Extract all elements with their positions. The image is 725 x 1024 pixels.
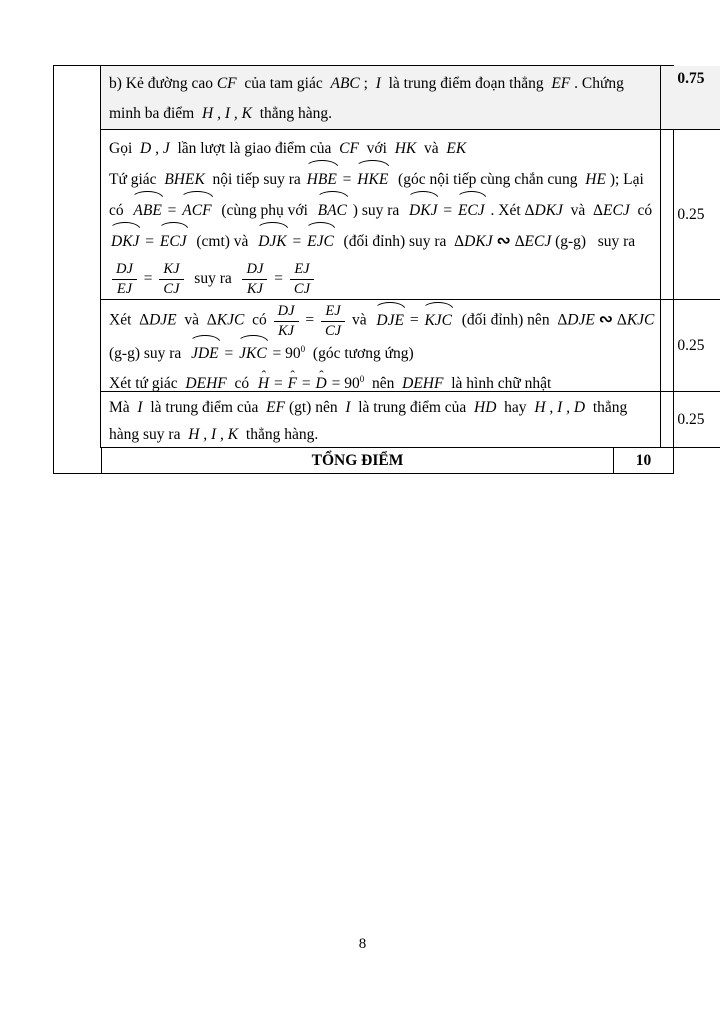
text-run: (cùng phụ với [213, 202, 316, 219]
angle-arc: ABE [131, 195, 163, 226]
text-run: (g-g) suy ra [109, 345, 190, 363]
text-run: nên [364, 375, 403, 393]
left-spacer-cell [54, 448, 102, 473]
math-italic: DJE [149, 311, 177, 329]
math-italic: H , I , D [534, 399, 586, 416]
math-italic: DEHF [185, 375, 227, 393]
math-italic: HK [394, 140, 417, 157]
text-run: suy ra [186, 270, 240, 287]
angle-arc: ECJ [158, 226, 189, 257]
text-line [109, 133, 654, 164]
fraction: $\frac{DJ}{EJ}$ [112, 261, 137, 297]
text-line [109, 164, 654, 195]
text-run: thẳng hàng. [251, 105, 333, 122]
math-italic: BHEK [164, 171, 205, 188]
fraction: $\frac{DJ}{KJ}$ [242, 261, 267, 297]
text-run: (góc nội tiếp cùng chắn cung [390, 171, 586, 188]
text-run: . Chứng [570, 75, 624, 92]
text-run: có [226, 375, 257, 393]
answer-cell [101, 130, 660, 299]
angle-arc: DKJ [407, 195, 439, 226]
angle-arc: DJE [374, 306, 406, 336]
text-run: = [298, 375, 315, 393]
math-italic: ECJ [524, 233, 552, 250]
score-cell: 0.25 [660, 130, 720, 299]
text-run: ; [359, 75, 376, 92]
text-run: = [163, 202, 181, 219]
fraction: $\frac{DJ}{KJ}$ [274, 303, 299, 339]
text-run: (cmt) và [188, 233, 257, 250]
math-italic: EF [551, 75, 571, 92]
math-italic: KJC [216, 311, 245, 329]
text-run: b) Kẻ đường cao [109, 75, 217, 92]
superscript: 0 [359, 374, 365, 385]
question-cell [101, 66, 660, 129]
text-run: lần lượt là giao điểm của [169, 140, 340, 157]
angle-hat: D ˆ [315, 369, 328, 399]
math-italic: I [137, 399, 143, 416]
text-run: Xét Δ [109, 311, 150, 329]
text-run: hàng suy ra [109, 426, 189, 443]
text-run: = [439, 202, 456, 219]
text-run: và Δ [176, 311, 217, 329]
math-italic: ABC [330, 75, 360, 92]
text-run: Mà [109, 399, 138, 416]
content-column [101, 66, 720, 448]
math-italic: CF [216, 75, 237, 92]
text-run: và [348, 311, 375, 329]
total-score-cell: 10 [613, 448, 673, 473]
text-line [109, 195, 654, 226]
text-run: Xét tứ giác [109, 375, 186, 393]
text-run: có [629, 202, 653, 219]
similar-symbol: ∾ [598, 309, 613, 330]
text-run: (đối đỉnh) suy ra Δ [335, 233, 465, 250]
fraction: $\frac{EJ}{CJ}$ [290, 261, 314, 297]
text-run: minh ba điểm [109, 105, 202, 122]
text-run: thẳng hàng. [238, 426, 319, 443]
text-line [109, 226, 654, 257]
text-line [109, 303, 654, 339]
math-italic: H , I , K [188, 426, 239, 443]
text-run: là trung điểm của [350, 399, 475, 416]
text-run: = [141, 233, 158, 250]
text-run: = [270, 270, 287, 287]
table-row-proof-3 [101, 392, 720, 448]
angle-arc: JDE [189, 339, 221, 369]
text-run: ) suy ra [348, 202, 408, 219]
table-row-question-b [101, 66, 720, 130]
grading-table [53, 65, 705, 474]
text-run: (gt) nên [285, 399, 346, 416]
math-italic: I [345, 399, 351, 416]
math-italic: KJC [626, 311, 655, 329]
text-run: thẳng [585, 399, 628, 416]
table-row-proof-1 [101, 130, 720, 300]
text-line [109, 339, 654, 369]
angle-hat: H ˆ [257, 369, 270, 399]
text-run: = [338, 171, 356, 188]
math-italic: DKJ [464, 233, 493, 250]
math-italic: ECJ [603, 202, 630, 219]
angle-arc: BAC [316, 195, 349, 226]
text-run: = 90 [268, 345, 301, 363]
page-number: 8 [358, 936, 367, 952]
text-run: = [301, 311, 319, 329]
text-run: của tam giác [236, 75, 331, 92]
text-run: nội tiếp suy ra [204, 171, 305, 188]
text-run: (g-g) suy ra [551, 233, 636, 250]
text-run: có [109, 202, 132, 219]
text-run: = [270, 375, 287, 393]
score-cell: 0.25 [660, 300, 720, 391]
math-italic: CF [339, 140, 359, 157]
angle-arc: ECJ [456, 195, 487, 226]
math-italic: HE [585, 171, 606, 188]
table-body [54, 66, 705, 448]
superscript: 0 [300, 344, 306, 355]
text-run: là trung điểm của [142, 399, 267, 416]
total-label: TỔNG ĐIỂM [311, 451, 404, 469]
text-run: hay [496, 399, 535, 416]
angle-arc: ACF [180, 195, 213, 226]
text-line [109, 421, 654, 448]
text-run: có [244, 311, 271, 329]
math-italic: DEHF [402, 375, 444, 393]
score-cell: 0.75 [660, 66, 720, 129]
text-line [109, 69, 654, 99]
text-run: với [358, 140, 395, 157]
text-run: = [405, 311, 423, 329]
total-row [54, 448, 673, 473]
fraction: $\frac{KJ}{CJ}$ [159, 261, 183, 297]
math-italic: I [375, 75, 381, 92]
similar-symbol: ∾ [496, 231, 511, 251]
angle-hat: F ˆ [287, 369, 298, 399]
text-run: = [220, 345, 238, 363]
text-line [109, 257, 654, 301]
angle-arc: HBE [305, 164, 339, 195]
math-italic: DJE [567, 311, 595, 329]
text-run: Δ [510, 233, 525, 250]
table-row-proof-2 [101, 300, 720, 392]
text-run: Δ [612, 311, 627, 329]
text-run: Gọi [109, 140, 140, 157]
fraction: $\frac{EJ}{CJ}$ [321, 303, 345, 339]
angle-arc: DKJ [109, 226, 141, 257]
angle-arc: EJC [305, 226, 336, 257]
left-spacer-cell [54, 66, 101, 448]
text-run: và Δ [562, 202, 604, 219]
text-run: (đối đỉnh) nên Δ [454, 311, 568, 329]
text-line [109, 99, 654, 129]
math-italic: DKJ [534, 202, 563, 219]
text-run: và [416, 140, 447, 157]
score-cell: 0.25 [660, 392, 720, 447]
text-run: = [139, 270, 157, 287]
math-italic: HD [474, 399, 497, 416]
answer-cell [101, 392, 660, 447]
angle-arc: HKE [355, 164, 390, 195]
text-run: ); Lại [605, 171, 644, 188]
text-line [109, 394, 654, 421]
text-run: . Xét Δ [486, 202, 535, 219]
text-run: (góc tương ứng) [305, 345, 414, 363]
text-run: là trung điểm đoạn thẳng [380, 75, 552, 92]
text-run: là hình chữ nhật [443, 375, 552, 393]
text-run: Tứ giác [109, 171, 165, 188]
text-run: = [288, 233, 306, 250]
math-italic: EF [266, 399, 286, 416]
math-italic: D , J [140, 140, 170, 157]
math-italic: H , I , K [202, 105, 252, 122]
angle-arc: KJC [422, 306, 454, 336]
text-run: = 90 [327, 375, 360, 393]
answer-cell [101, 300, 660, 391]
angle-arc: DJK [256, 226, 288, 257]
angle-arc: JKC [237, 339, 269, 369]
math-italic: EK [446, 140, 467, 157]
